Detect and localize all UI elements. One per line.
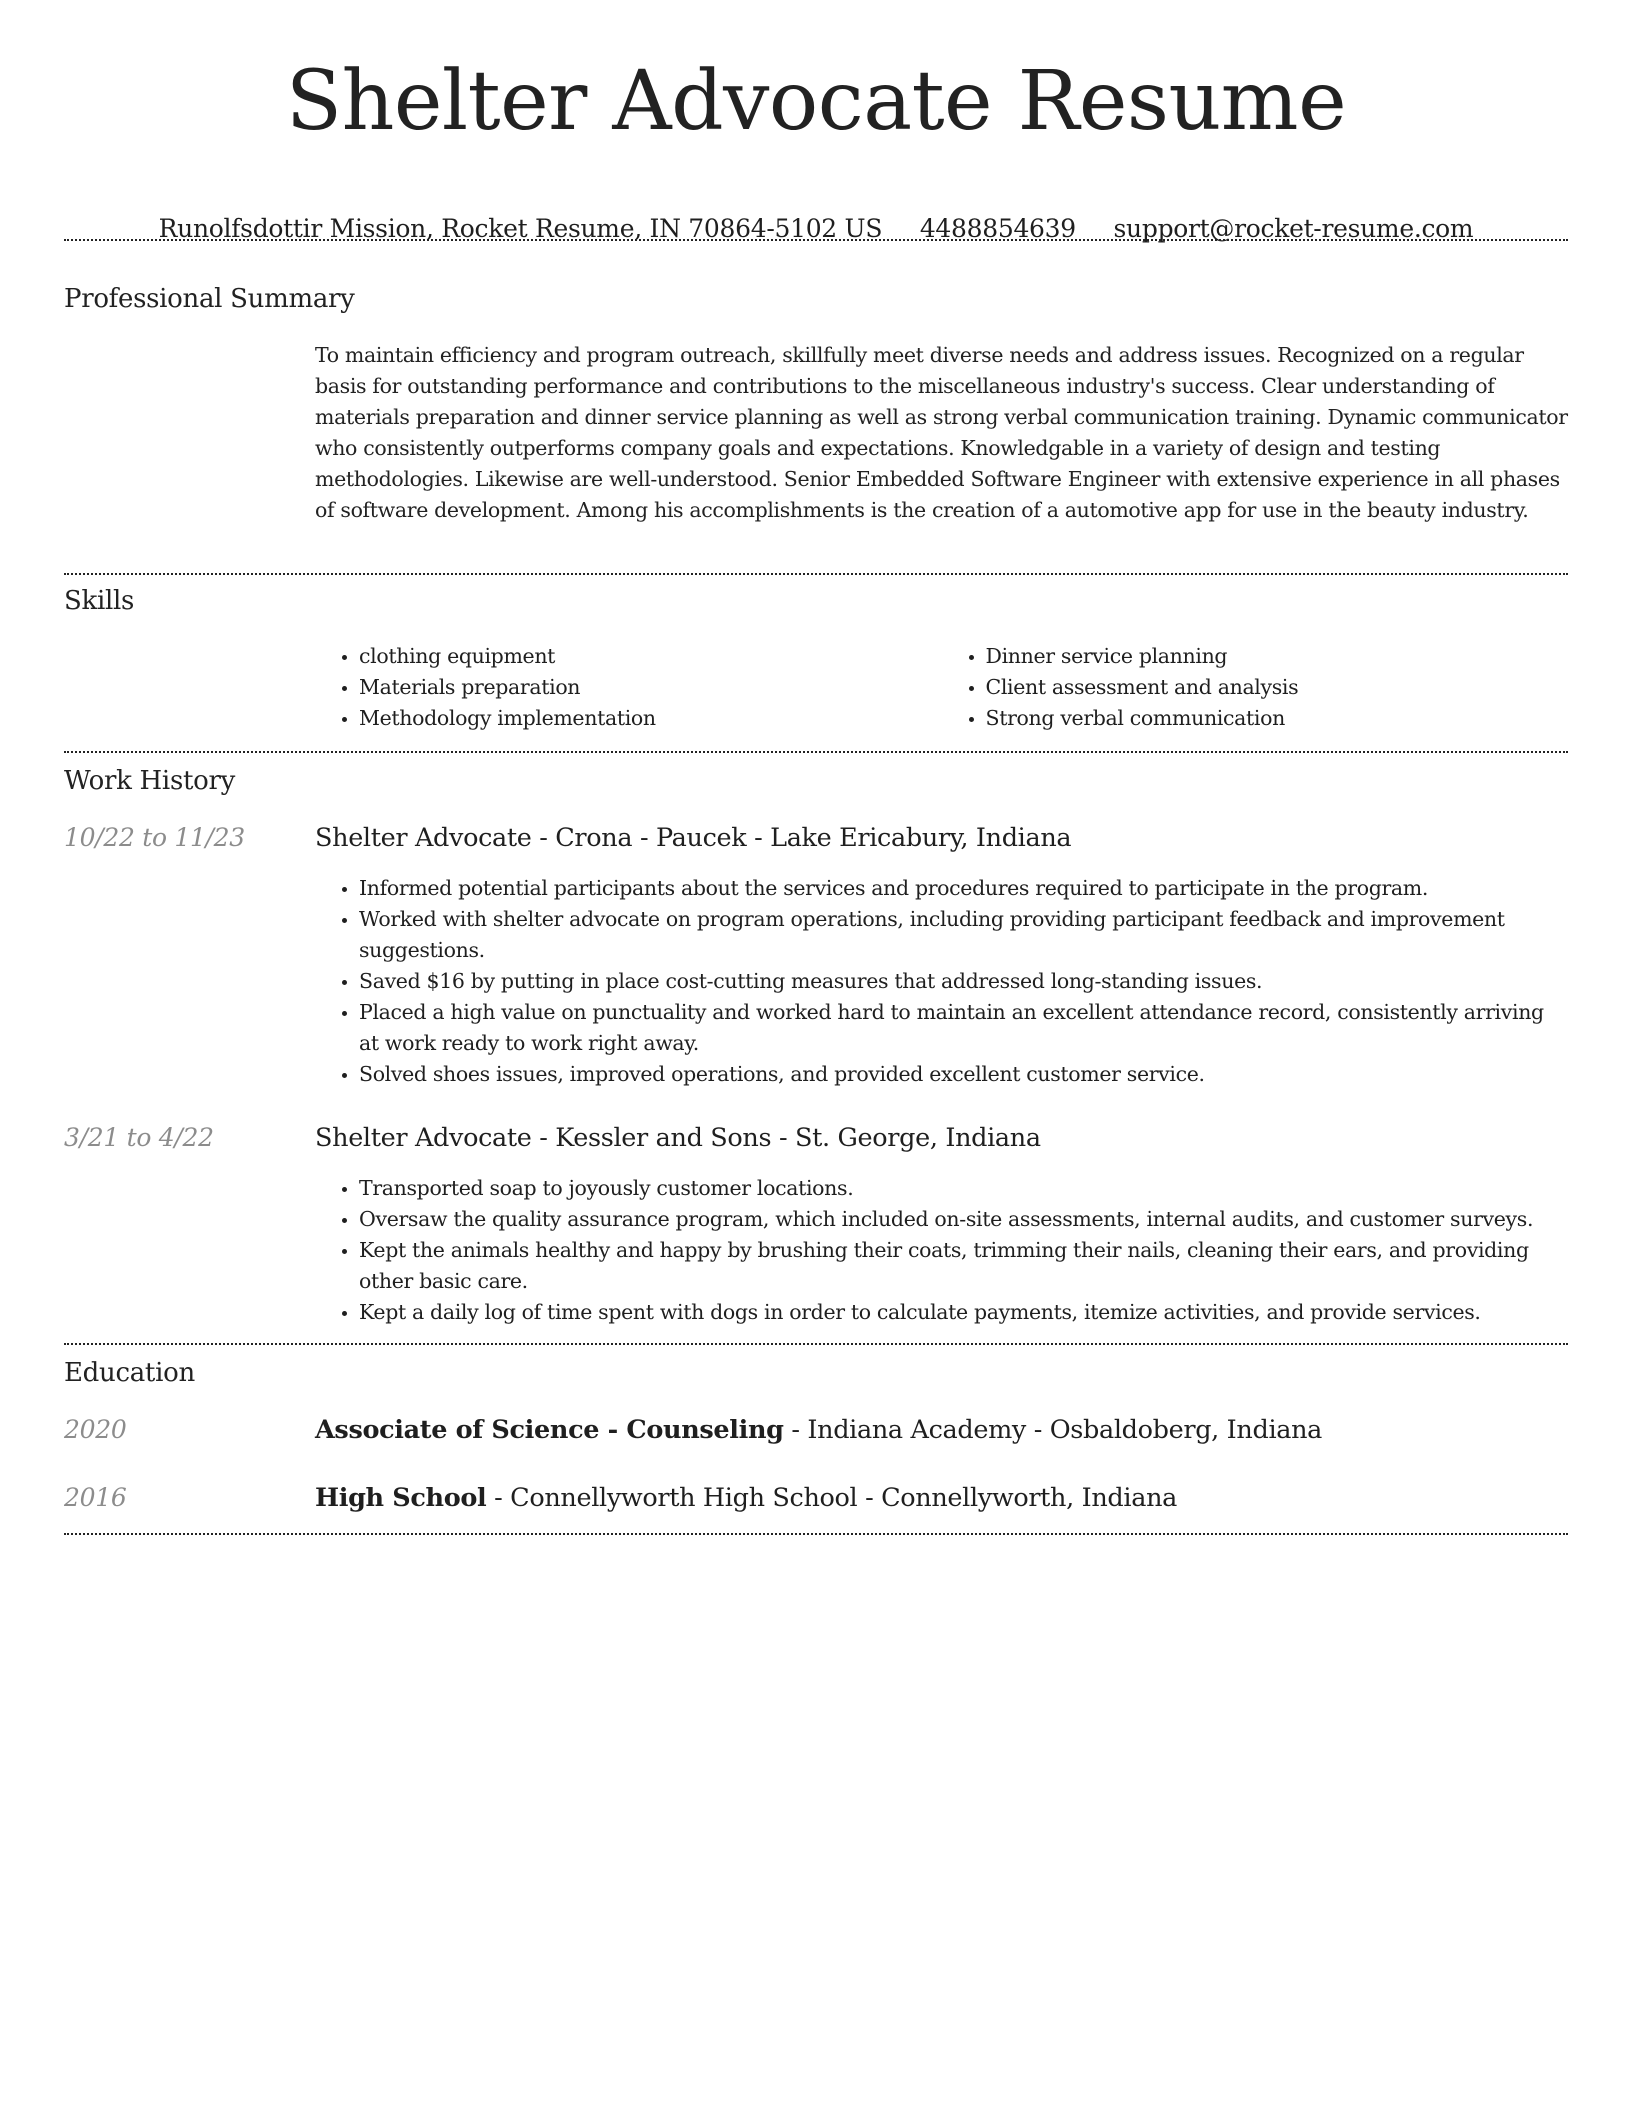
contact-email: support@rocket-resume.com: [1113, 214, 1474, 243]
job-bullet: • Kept a daily log of time spent with dogs in order to calculate payments, itemize activities, and provide services.: [359, 1297, 1568, 1328]
contact-address: Runolfsdottir Mission, Rocket Resume, IN 70864-5102 US: [158, 214, 883, 243]
job-bullet: • Solved shoes issues, improved operations, and provided excellent customer service.: [359, 1059, 1568, 1090]
summary-text: To maintain efficiency and program outreach, skillfully meet diverse needs and address issues. Recognized on a regular basis for outstanding performance and contributions to the miscellaneous industry's success. Clear understanding of materials preparation and dinner service planning as well as strong verbal communication training. Dynamic communicator who consistently outperforms company goals and expectations. Knowledgable in a variety of design and testing methodologies. Likewise are well-understood. Senior Embedded Software Engineer with extensive experience in all phases of software development. Among his accomplishments is the creation of a automotive app for use in the beauty industry.: [315, 343, 1568, 522]
divider: [64, 751, 1568, 753]
job-bullet: • Kept the animals healthy and happy by brushing their coats, trimming their nails, cleaning their ears, and providing other basic care.: [359, 1235, 1568, 1297]
education-heading: Education: [64, 1358, 195, 1388]
education-entry: [315, 1482, 1177, 1514]
skills-column-left: [315, 641, 942, 734]
job-bullet: • Oversaw the quality assurance program, which included on-site assessments, internal audits, and customer surveys.: [359, 1204, 1568, 1235]
education-entry: [315, 1414, 1322, 1446]
skills-column-right: [942, 641, 1569, 734]
skill-item: • Materials preparation: [359, 672, 942, 703]
job-bullet: • Worked with shelter advocate on program operations, including providing participant feedback and improvement suggestions.: [359, 904, 1568, 966]
education-degree: Associate of Science - Counseling: [315, 1415, 784, 1445]
divider: [64, 1343, 1568, 1345]
skill-item: • Methodology implementation: [359, 703, 942, 734]
skill-item: • clothing equipment: [359, 641, 942, 672]
job-title: Shelter Advocate - Crona - Paucek - Lake Ericabury, Indiana: [315, 823, 1072, 853]
job-bullet: • Placed a high value on punctuality and worked hard to maintain an excellent attendance record, consistently arriving at work ready to work right away.: [359, 997, 1568, 1059]
resume-header: [0, 52, 1632, 244]
divider: [64, 573, 1568, 575]
education-year: 2020: [64, 1415, 127, 1444]
job-bullets: [315, 1173, 1568, 1328]
skills-list: [315, 641, 1568, 734]
education-institution: - Indiana Academy - Osbaldoberg, Indiana: [783, 1415, 1323, 1445]
divider: [64, 239, 1568, 241]
job-bullet: • Saved $16 by putting in place cost-cutting measures that addressed long-standing issues.: [359, 966, 1568, 997]
education-degree: High School: [315, 1483, 487, 1513]
skill-item: • Dinner service planning: [986, 641, 1569, 672]
job-dates: 3/21 to 4/22: [64, 1123, 214, 1152]
job-dates: 10/22 to 11/23: [64, 823, 245, 852]
job-title: Shelter Advocate - Kessler and Sons - St. George, Indiana: [315, 1123, 1041, 1153]
summary-heading: Professional Summary: [64, 284, 355, 314]
divider: [64, 1533, 1568, 1535]
education-year: 2016: [64, 1483, 127, 1512]
education-institution: - Connellyworth High School - Connellyworth, Indiana: [486, 1483, 1177, 1513]
contact-phone: 4488854639: [919, 214, 1076, 243]
skills-heading: Skills: [64, 586, 135, 616]
work-heading: Work History: [64, 766, 236, 796]
job-bullet: • Informed potential participants about the services and procedures required to participate in the program.: [359, 873, 1568, 904]
resume-title: Shelter Advocate Resume: [285, 54, 1347, 149]
job-bullet: • Transported soap to joyously customer locations.: [359, 1173, 1568, 1204]
job-bullets: [315, 873, 1568, 1090]
skill-item: • Client assessment and analysis: [986, 672, 1569, 703]
skill-item: • Strong verbal communication: [986, 703, 1569, 734]
